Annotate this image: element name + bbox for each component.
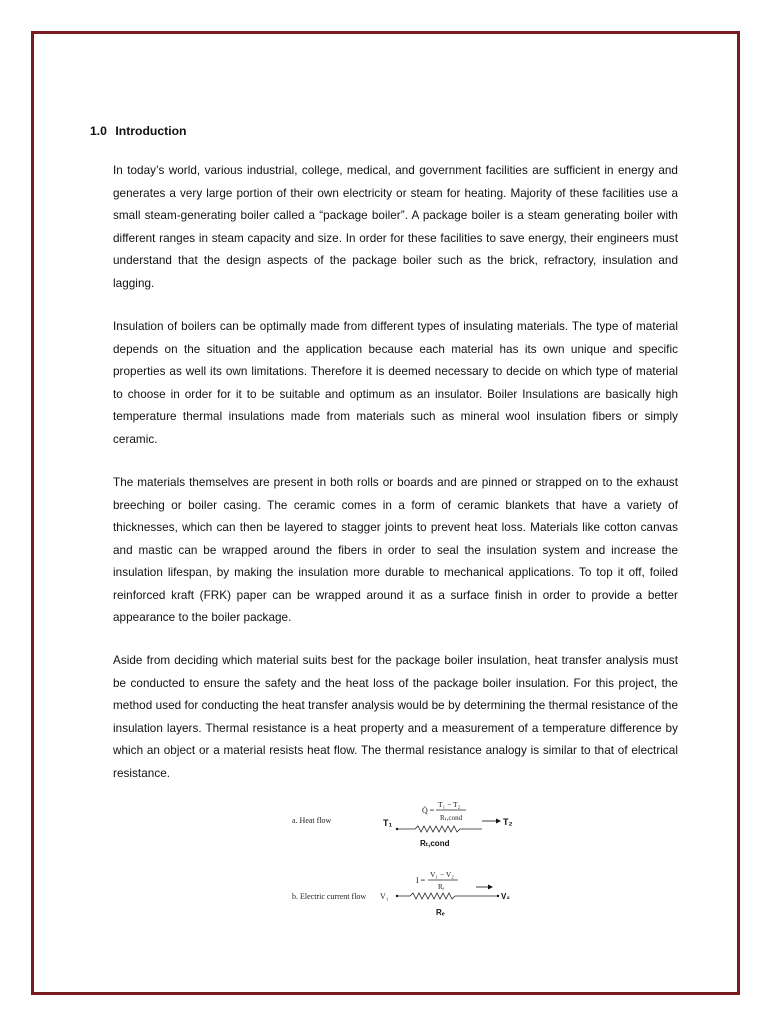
paragraph-insulation: Insulation of boilers can be optimally made from different types of insulating materials. The type of material depends on the situation and the application because each material has its own unique and specific properties as well its own limitations. Therefore it is deemed necessary to decide on which type of material to choose in order for it to be suitable and optimum as an insulator. Boiler Insulations are basically high temperature thermal insulations made from materials such as mineral wool insulation fibers or simply ceramic.	[113, 320, 678, 446]
heat-node-left: T₁	[383, 818, 393, 828]
electric-right-terminal	[497, 895, 499, 897]
heat-eq-lhs: Q̇ =	[422, 806, 435, 815]
electric-resistor	[397, 893, 498, 899]
electric-node-left: V₁	[380, 892, 389, 901]
electric-resistor-label: Rₑ	[436, 908, 445, 917]
electric-arrow-icon	[488, 885, 493, 890]
heat-flow-label: a. Heat flow	[292, 816, 332, 825]
paragraph-intro: In today’s world, various industrial, college, medical, and government facilities are sufficient in energy and generates a very large portion of their own electricity or steam for heating. Majority of these facilities use a small steam-generating boiler called a “package boiler”. A package boiler is a steam generating boiler with different ranges in steam capacity and size. In order for these facilities to save energy, their engineers must understand that the design aspects of the package boiler such as the brick, refractory, insulation and lagging.	[113, 164, 678, 290]
section-heading	[90, 124, 186, 138]
electric-flow-label: b. Electric current flow	[292, 892, 367, 901]
electric-eq-lhs: I =	[416, 876, 426, 885]
paragraph-analysis: Aside from deciding which material suits best for the package boiler insulation, heat transfer analysis must be conducted to ensure the safety and the heat loss of the package boiler insulation. For this project, the method used for conducting the heat transfer analysis would be by determining the thermal resistance of the insulation layers. Thermal resistance is a heat property and a measurement of a temperature difference by which an object or a material resists heat flow. The thermal resistance analogy is similar to that of electrical resistance.	[113, 654, 678, 780]
heat-node-right: T₂	[503, 817, 513, 827]
section-title: Introduction	[115, 124, 187, 138]
electric-node-right: V₂	[501, 892, 510, 901]
thermal-electrical-analogy-figure	[270, 785, 530, 925]
heat-eq-denominator: Rₜ,cond	[440, 814, 463, 822]
heat-arrow-icon	[496, 819, 501, 824]
heat-resistor-label: Rₜ,cond	[420, 839, 450, 848]
electric-eq-denominator: Rₑ	[438, 883, 445, 891]
section-number: 1.0	[90, 124, 107, 138]
heat-eq-numerator: T₁ − T₂	[438, 800, 461, 809]
heat-resistor	[397, 826, 482, 832]
paragraph-materials: The materials themselves are present in both rolls or boards and are pinned or strapped on to the exhaust breeching or boiler casing. The ceramic comes in a form of ceramic blankets that have a variety of thicknesses, which can then be layered to stagger joints to prevent heat loss. Materials like cotton canvas and mastic can be wrapped around the fibers in order to seal the insulation system and increase the insulation lifespan, by making the insulation more durable to mechanical applications. To top it off, foiled reinforced kraft (FRK) paper can be wrapped around it as a surface finish in order to provide a better appearance to the boiler package.	[113, 476, 678, 624]
electric-eq-numerator: V₁ − V₂	[430, 870, 454, 879]
